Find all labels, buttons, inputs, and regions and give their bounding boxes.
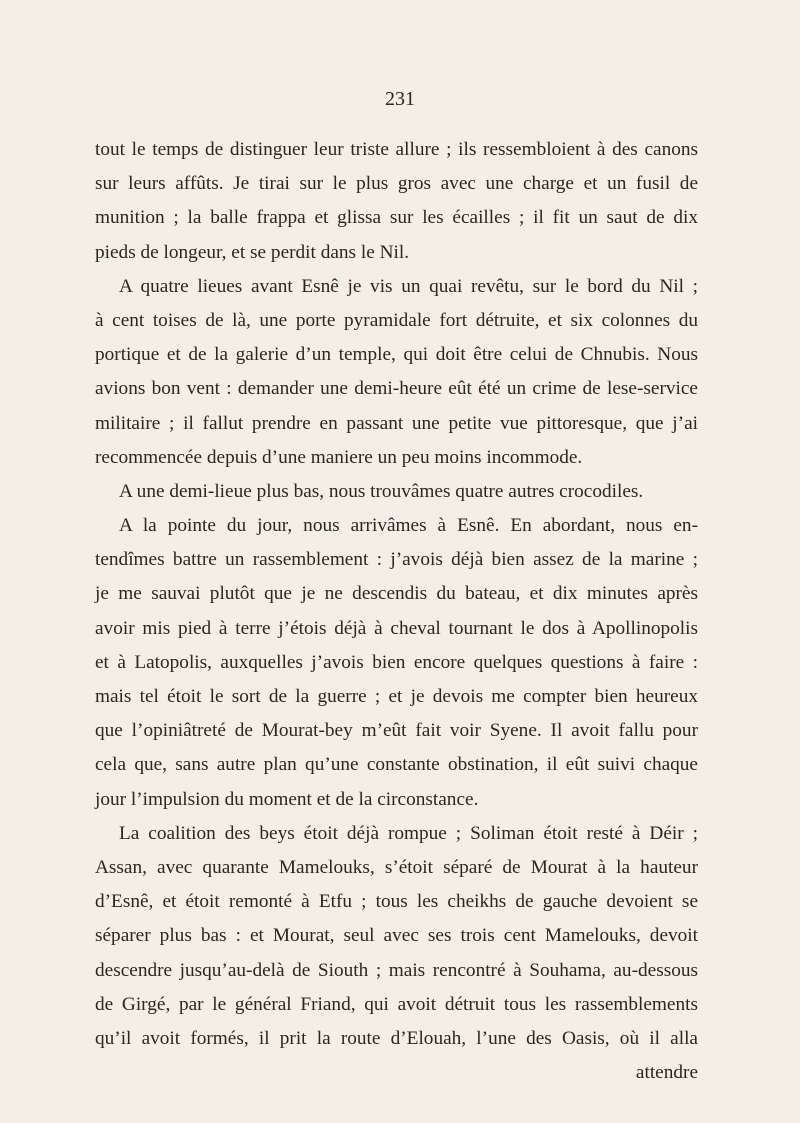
text-line: A la pointe du jour, nous arrivâmes à Esnê. En abordant, nous en- <box>119 515 698 537</box>
text-line: militaire ; il fallut prendre en passant une petite vue pittoresque, que j’ai <box>95 412 698 434</box>
text-line: La coalition des beys étoit déjà rompue ; Soliman étoit resté à Déir ; <box>119 822 698 844</box>
text-line: recommencée depuis d’une maniere un peu moins incommode. <box>95 446 583 468</box>
text-line: portique et de la galerie d’un temple, qui doit être celui de Chnubis. Nous <box>95 344 698 366</box>
text-line: avions bon vent : demander une demi-heure eût été un crime de lese-service <box>95 378 698 400</box>
text-line: sur leurs affûts. Je tirai sur le plus gros avec une charge et un fusil de <box>95 173 698 195</box>
text-line: descendre jusqu’au-delà de Siouth ; mais rencontré à Souhama, au-dessous <box>95 959 698 981</box>
text-line: et à Latopolis, auxquelles j’avois bien encore quelques questions à faire : <box>95 651 698 673</box>
text-line: que l’opiniâtreté de Mourat-bey m’eût fait voir Syene. Il avoit fallu pour <box>95 720 698 742</box>
text-line: jour l’impulsion du moment et de la circonstance. <box>95 788 479 810</box>
text-line: de Girgé, par le général Friand, qui avoit détruit tous les rassemblements <box>95 993 698 1015</box>
text-line: munition ; la balle frappa et glissa sur les écailles ; il fit un saut de dix <box>95 207 698 229</box>
page-number: 231 <box>385 88 415 110</box>
text-line: à cent toises de là, une porte pyramidale fort détruite, et six colonnes du <box>95 309 698 331</box>
text-line: pieds de longeur, et se perdit dans le Nil. <box>95 241 410 263</box>
text-line: avoir mis pied à terre j’étois déjà à cheval tournant le dos à Apollinopolis <box>95 617 698 639</box>
text-line: tout le temps de distinguer leur triste allure ; ils ressembloient à des canons <box>95 139 698 160</box>
text-line: qu’il avoit formés, il prit la route d’Elouah, l’une des Oasis, où il alla <box>95 1027 698 1049</box>
text-line: séparer plus bas : et Mourat, seul avec ses trois cent Mamelouks, devoit <box>95 925 698 947</box>
text-line: Assan, avec quarante Mamelouks, s’étoit séparé de Mourat à la hauteur <box>95 856 698 878</box>
text-line: mais tel étoit le sort de la guerre ; et je devois me compter bien heureux <box>95 686 698 707</box>
text-line: d’Esnê, et étoit remonté à Etfu ; tous les cheikhs de gauche devoient se <box>95 891 698 913</box>
text-line: A une demi-lieue plus bas, nous trouvâmes quatre autres crocodiles. <box>119 480 644 502</box>
text-line: cela que, sans autre plan qu’une constante obstination, il eût suivi chaque <box>95 754 698 776</box>
catchword: attendre <box>635 1062 698 1084</box>
text-line: je me sauvai plutôt que je ne descendis du bateau, et dix minutes après <box>95 583 698 605</box>
body-text <box>95 133 698 1090</box>
text-line: A quatre lieues avant Esnê je vis un quai revêtu, sur le bord du Nil ; <box>119 275 698 297</box>
text-line: tendîmes battre un rassemblement : j’avois déjà bien assez de la marine ; <box>95 549 698 571</box>
